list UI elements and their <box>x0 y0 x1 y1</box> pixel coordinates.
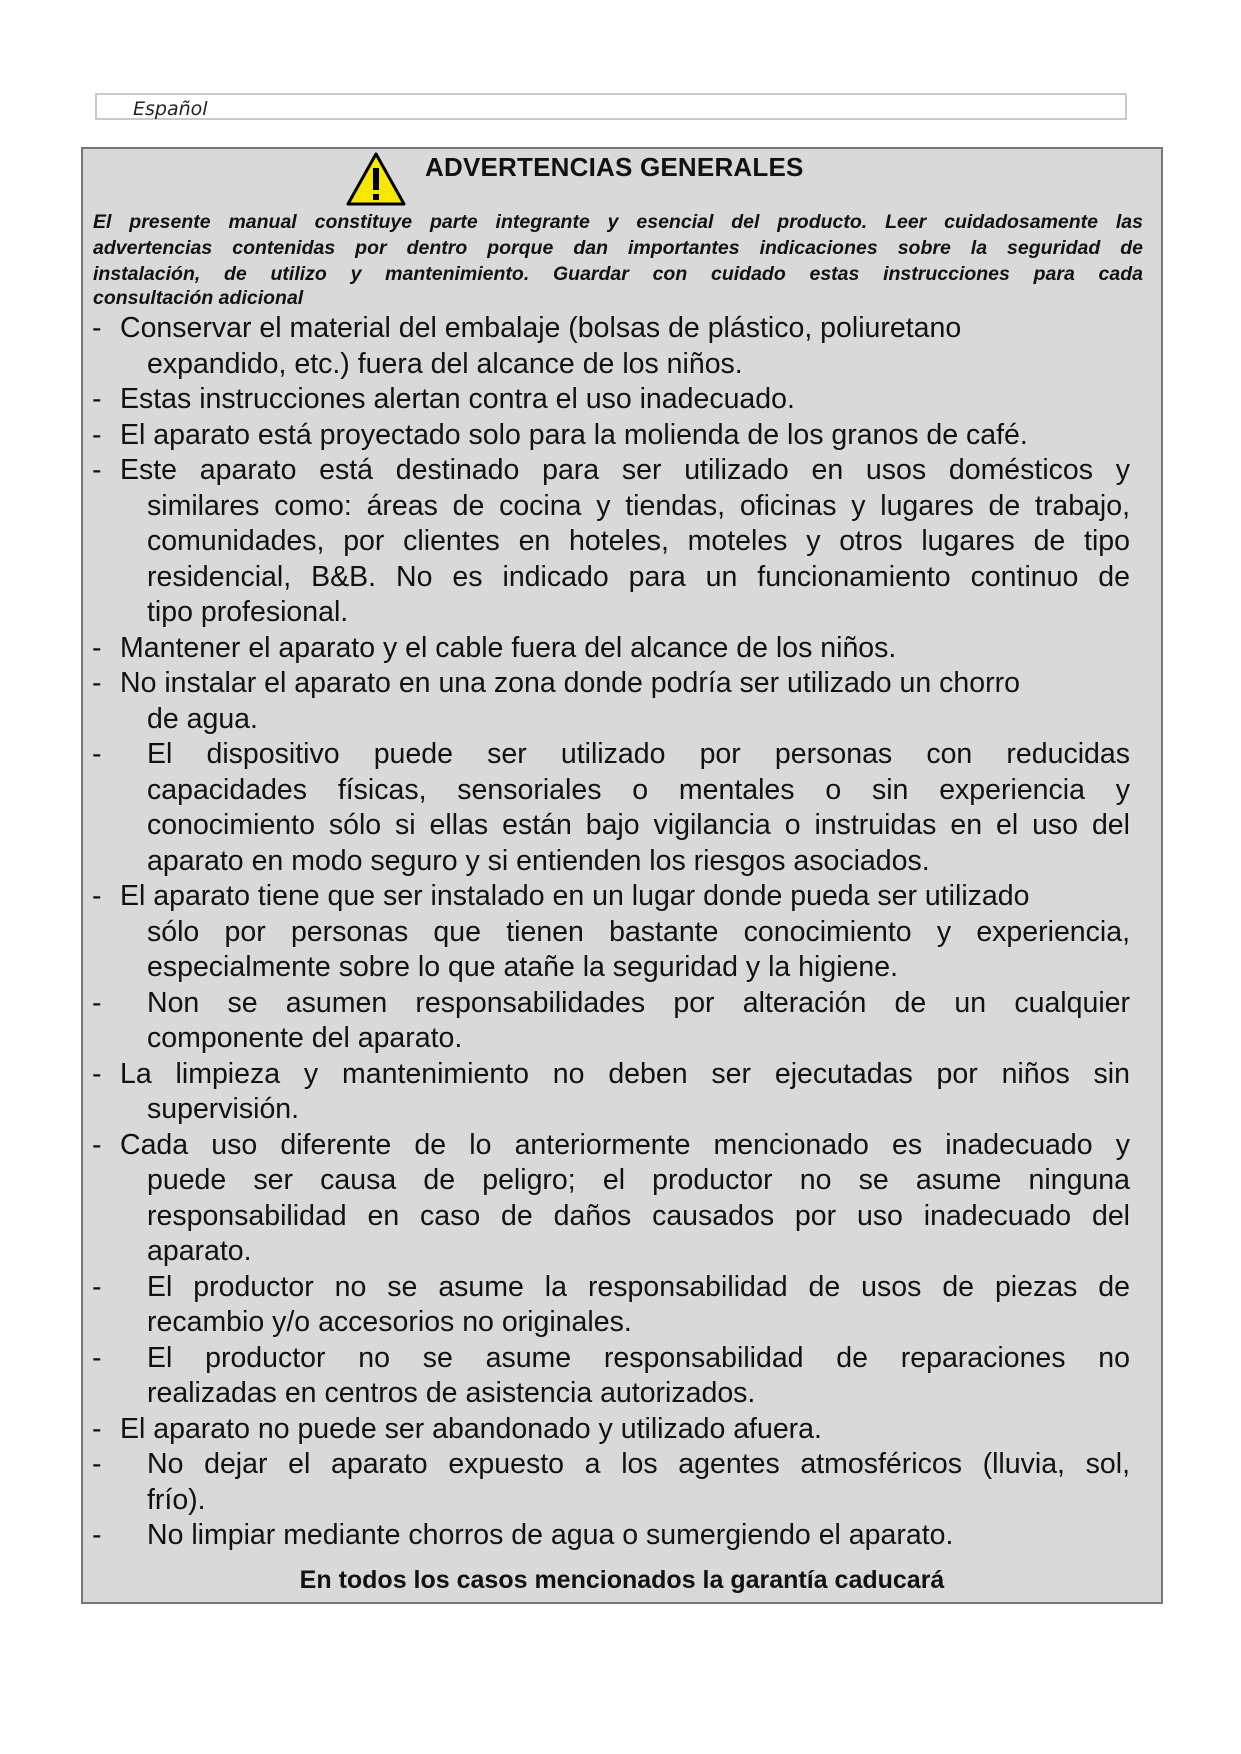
warning-item-text <box>120 311 1227 382</box>
warnings-title: ADVERTENCIAS GENERALES <box>425 152 804 182</box>
general-warnings-box <box>81 147 1163 1604</box>
warning-item <box>83 1447 1227 1518</box>
list-dash: - <box>92 880 102 912</box>
warning-item <box>83 382 1227 418</box>
warning-item-line: realizadas en centros de asistencia autorizados. <box>147 1377 756 1409</box>
warning-item <box>83 453 1227 631</box>
warning-item-line: El productor no se asume la responsabilidad de usos de piezas de <box>147 1270 1130 1303</box>
list-dash: - <box>92 1341 102 1374</box>
warning-item-line: expandido, etc.) fuera del alcance de los niños. <box>147 347 743 380</box>
warning-item-text <box>120 631 1227 667</box>
warning-item-line: Mantener el aparato y el cable fuera del alcance de los niños. <box>120 631 897 664</box>
warning-item-line: Conservar el material del embalaje (bolsas de plástico, poliuretano <box>120 312 962 344</box>
warning-item <box>83 418 1227 454</box>
warnings-title-row <box>83 149 1161 209</box>
warning-item-text <box>120 1412 1227 1448</box>
warning-item-line: de agua. <box>147 702 258 735</box>
warning-item-text <box>120 453 1227 631</box>
warning-item-text <box>120 737 1227 879</box>
warning-item <box>83 737 1227 879</box>
warning-item-line: tipo profesional. <box>147 596 349 628</box>
warning-item-text <box>120 1057 1227 1128</box>
warning-item <box>83 1412 1227 1448</box>
warning-item-line: Non se asumen responsabilidades por alteración de un cualquier <box>147 986 1130 1019</box>
warning-item-line: comunidades, por clientes en hoteles, moteles y otros lugares de tipo <box>147 525 1130 557</box>
warning-item-line: componente del aparato. <box>147 1022 463 1054</box>
warning-item-text <box>120 879 1227 986</box>
warranty-footer: En todos los casos mencionados la garantía caducará <box>299 1566 945 1594</box>
warning-item-line: recambio y/o accesorios no originales. <box>147 1306 632 1338</box>
list-dash: - <box>92 1128 102 1161</box>
warning-item-text <box>120 986 1227 1057</box>
warning-item <box>83 1057 1227 1128</box>
warning-item-line: sólo por personas que tienen bastante conocimiento y experiencia, <box>147 915 1130 948</box>
warning-item-text <box>120 1341 1227 1412</box>
warning-item-line: No dejar el aparato expuesto a los agentes atmosféricos (lluvia, sol, <box>147 1448 1130 1480</box>
warning-item-line: Este aparato está destinado para ser utilizado en usos domésticos y <box>120 454 1130 486</box>
warning-item-line: aparato. <box>147 1235 252 1267</box>
warning-item-line: Cada uso diferente de lo anteriormente mencionado es inadecuado y <box>120 1128 1130 1161</box>
warning-item-line: No limpiar mediante chorros de agua o sumergiendo el aparato. <box>147 1519 954 1551</box>
warnings-list <box>83 311 1161 1554</box>
warning-item-text <box>120 1270 1227 1341</box>
warning-item-text <box>120 1518 1227 1554</box>
warning-item <box>83 666 1227 737</box>
warning-item <box>83 1128 1227 1270</box>
warnings-intro <box>93 209 1143 287</box>
list-dash: - <box>92 1448 102 1480</box>
warning-item-line: El aparato está proyectado solo para la molienda de los granos de café. <box>120 418 1028 451</box>
warning-item-text <box>120 382 1227 418</box>
list-dash: - <box>92 738 102 770</box>
warning-item-text <box>120 1447 1227 1518</box>
warning-item-line: similares como: áreas de cocina y tiendas, oficinas y lugares de trabajo, <box>147 489 1130 522</box>
warning-item <box>83 631 1227 667</box>
warning-item <box>83 311 1227 382</box>
list-dash: - <box>92 667 102 699</box>
list-dash: - <box>92 1412 102 1445</box>
warning-item-line: La limpieza y mantenimiento no deben ser ejecutadas por niños sin <box>120 1057 1130 1090</box>
list-dash: - <box>92 986 102 1019</box>
list-dash: - <box>92 418 102 451</box>
list-dash: - <box>92 383 102 415</box>
warning-item <box>83 1341 1227 1412</box>
warning-item-line: El aparato tiene que ser instalado en un lugar donde pueda ser utilizado <box>120 880 1030 912</box>
warning-item-line: capacidades físicas, sensoriales o mentales o sin experiencia y <box>147 773 1130 806</box>
warning-item-line: especialmente sobre lo que atañe la seguridad y la higiene. <box>147 951 899 983</box>
intro-line: instalación, de utilizo y mantenimiento. Guardar con cuidado estas instrucciones para cada <box>93 263 1143 285</box>
warning-item-line: supervisión. <box>147 1093 300 1125</box>
warning-item-line: puede ser causa de peligro; el productor no se asume ninguna <box>147 1164 1130 1196</box>
warning-item-line: responsabilidad en caso de daños causados por uso inadecuado del <box>147 1199 1130 1232</box>
warning-item <box>83 986 1227 1057</box>
warning-item-line: residencial, B&B. No es indicado para un funcionamiento continuo de <box>147 560 1130 593</box>
list-dash: - <box>92 1270 102 1303</box>
warning-item-line: El productor no se asume responsabilidad de reparaciones no <box>147 1341 1130 1374</box>
warning-item-line: No instalar el aparato en una zona donde podría ser utilizado un chorro <box>120 667 1020 699</box>
list-dash: - <box>92 631 102 664</box>
intro-line-last: consultación adicional <box>93 287 304 309</box>
language-header <box>95 93 1127 120</box>
list-dash: - <box>92 1519 102 1551</box>
list-dash: - <box>92 454 102 486</box>
list-dash: - <box>92 1057 102 1090</box>
intro-line: advertencias contenidas por dentro porque dan importantes indicaciones sobre la seguridad de <box>93 237 1143 259</box>
warning-item-line: El dispositivo puede ser utilizado por personas con reducidas <box>147 738 1130 770</box>
warning-item-line: conocimiento sólo si ellas están bajo vigilancia o instruidas en el uso del <box>147 809 1130 841</box>
warning-item-text <box>120 1128 1227 1270</box>
list-dash: - <box>92 312 102 344</box>
warning-item <box>83 1518 1227 1554</box>
warning-item <box>83 1270 1227 1341</box>
warning-item-line: El aparato no puede ser abandonado y utilizado afuera. <box>120 1412 822 1445</box>
warning-item-line: aparato en modo seguro y si entienden los riesgos asociados. <box>147 844 930 877</box>
warning-triangle-icon <box>345 151 407 207</box>
warning-item-text <box>120 418 1227 454</box>
language-label: Español <box>133 98 208 120</box>
warning-item <box>83 879 1227 986</box>
intro-line: El presente manual constituye parte integrante y esencial del producto. Leer cuidadosamente las <box>93 211 1143 233</box>
warning-item-line: Estas instrucciones alertan contra el uso inadecuado. <box>120 383 795 415</box>
warning-item-line: frío). <box>147 1483 206 1516</box>
warning-item-text <box>120 666 1227 737</box>
